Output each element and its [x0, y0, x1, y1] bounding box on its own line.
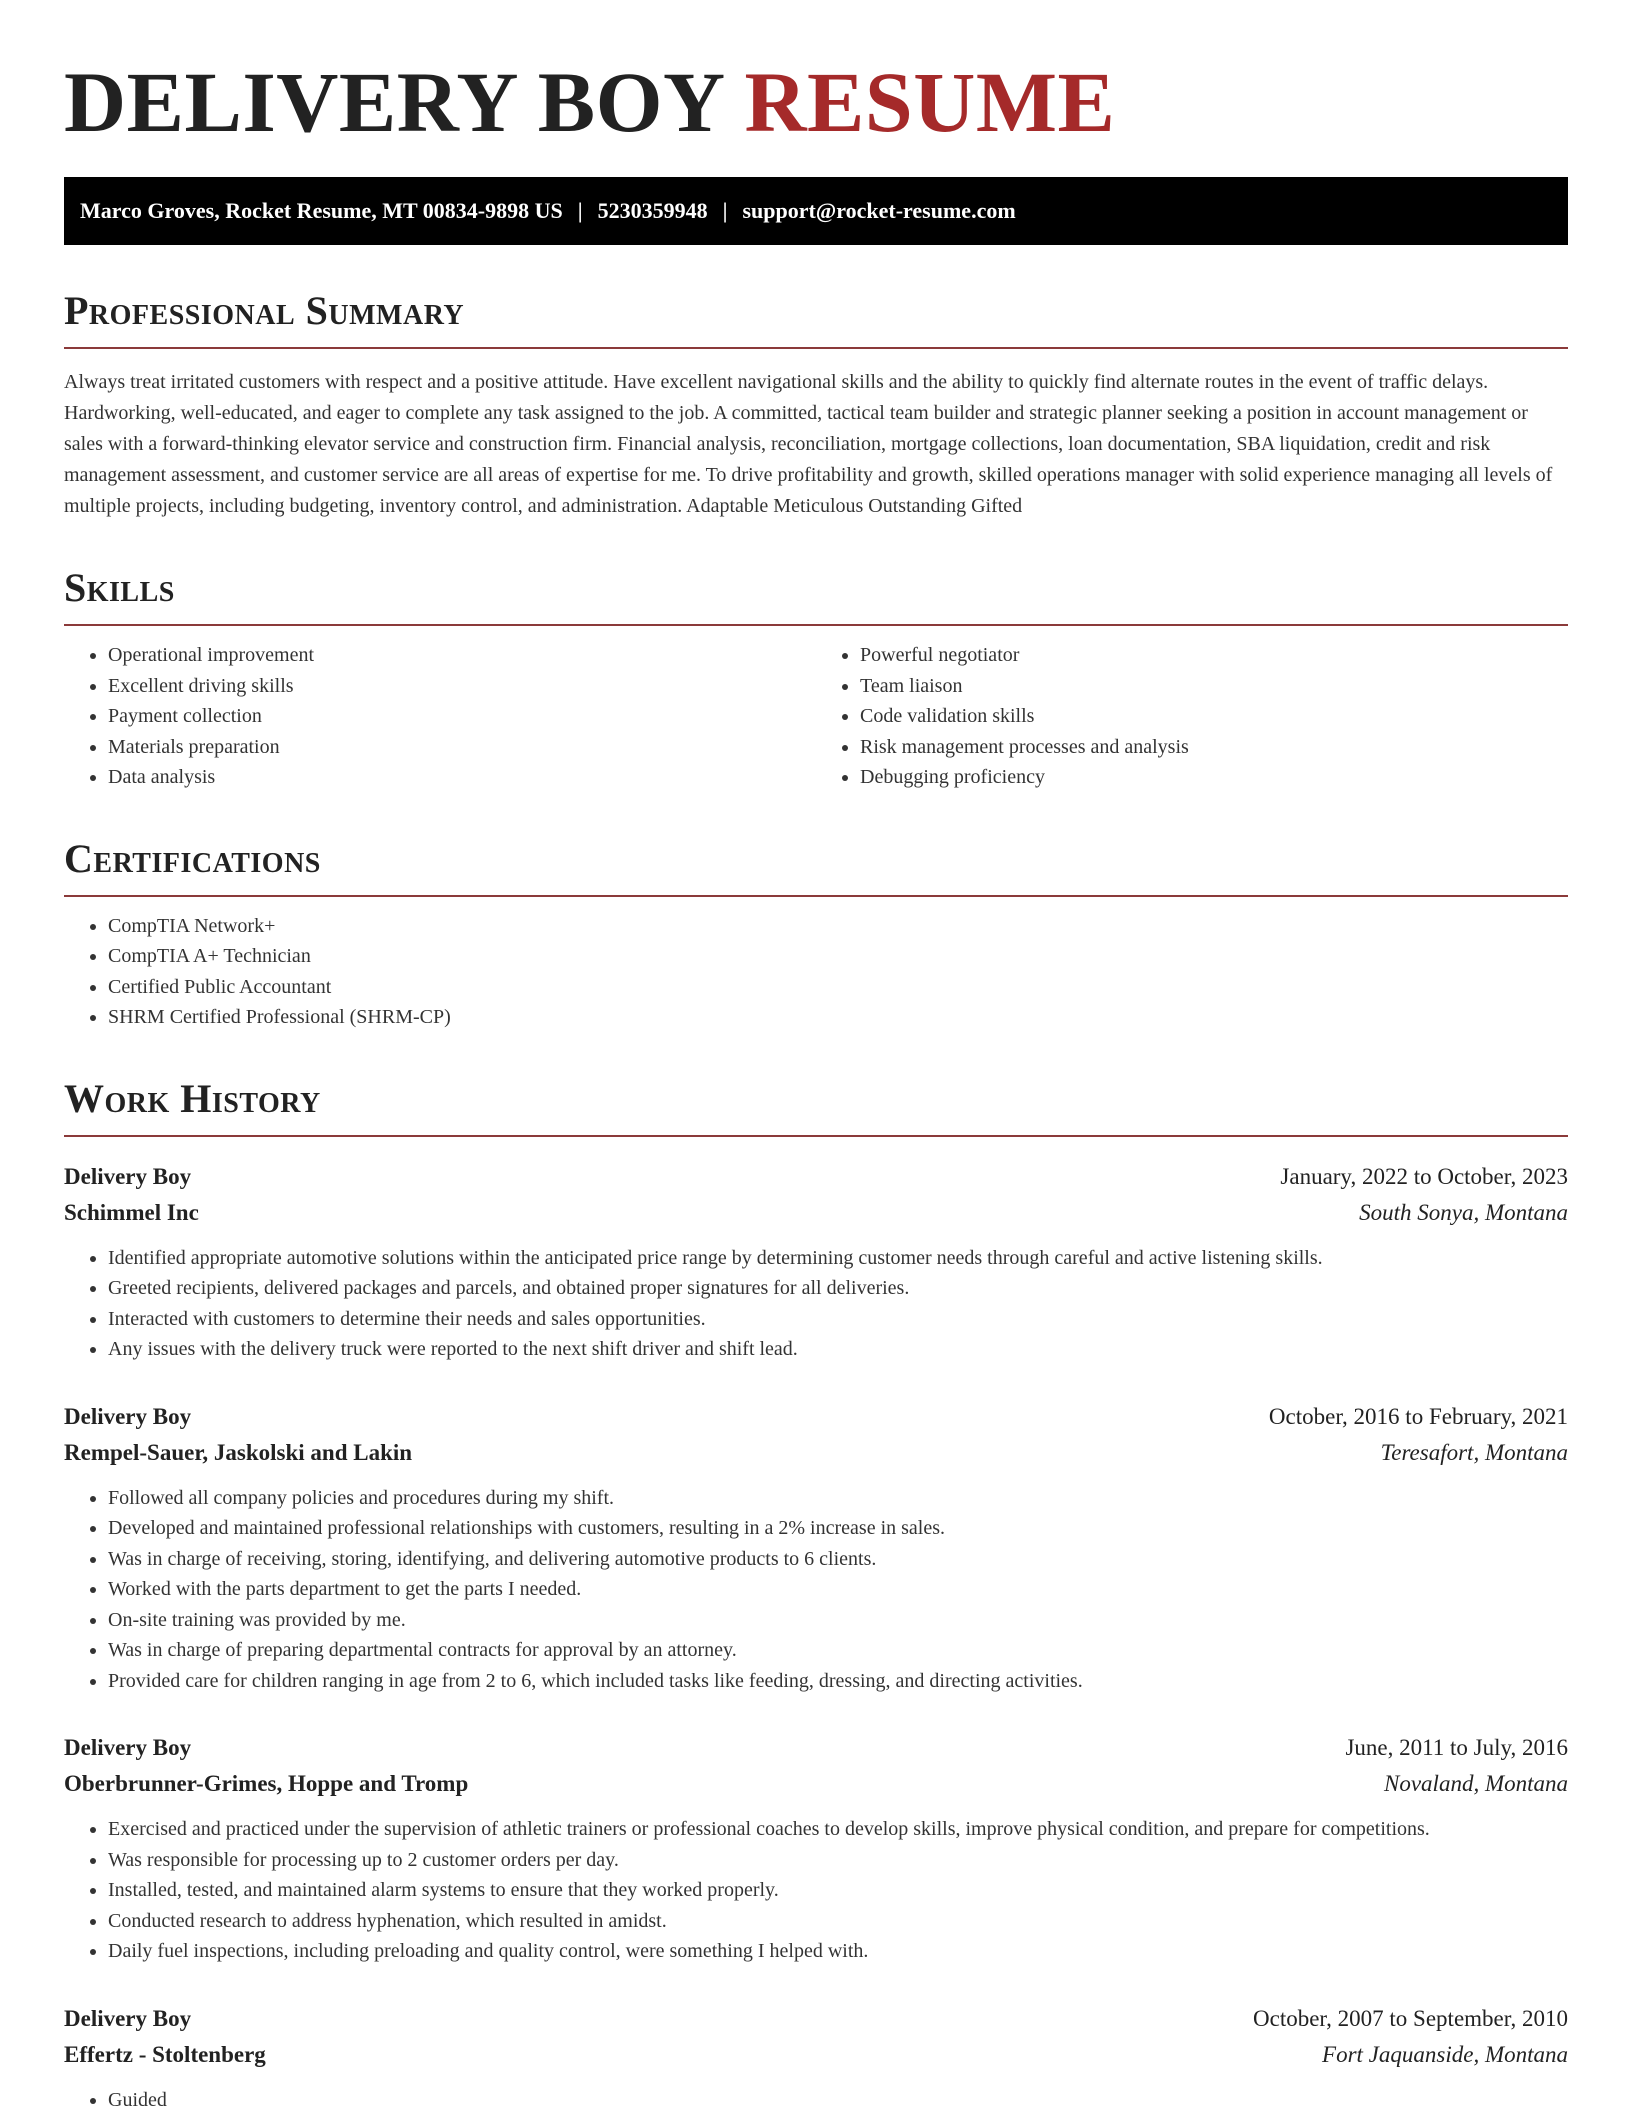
- certifications-list: [64, 911, 1568, 1033]
- job-duty: • Followed all company policies and procedures during my shift.: [108, 1483, 1568, 1514]
- skill-item: • Team liaison: [860, 671, 1568, 702]
- job-title: Delivery Boy: [64, 1730, 191, 1766]
- summary-heading: Professional Summary: [64, 289, 1568, 349]
- job-dates: January, 2022 to October, 2023: [1280, 1159, 1568, 1195]
- job-duty: • Interacted with customers to determine their needs and sales opportunities.: [108, 1304, 1568, 1335]
- work-history-section: [64, 1077, 1568, 2115]
- job-duty: • Exercised and practiced under the supervision of athletic trainers or professional coaches to develop skills, improve physical condition, and prepare for competitions.: [108, 1814, 1568, 1845]
- certification-item: • Certified Public Accountant: [108, 972, 1568, 1003]
- job-duty: • Identified appropriate automotive solutions within the anticipated price range by determining customer needs through careful and active listening skills.: [108, 1243, 1568, 1274]
- title-accent: RESUME: [744, 54, 1115, 150]
- job-company: Rempel-Sauer, Jaskolski and Lakin: [64, 1435, 412, 1471]
- job-duty: • Worked with the parts department to get the parts I needed.: [108, 1574, 1568, 1605]
- skills-list-right: [816, 640, 1568, 793]
- skill-item: • Data analysis: [108, 762, 816, 793]
- job-company-row: [64, 1435, 1568, 1471]
- job-header-row: [64, 2001, 1568, 2037]
- certification-item: • SHRM Certified Professional (SHRM-CP): [108, 1002, 1568, 1033]
- job-entry: [64, 1159, 1568, 1365]
- job-duties: [64, 1483, 1568, 1697]
- job-duty: • Provided care for children ranging in age from 2 to 6, which included tasks like feeding, dressing, and directing activities.: [108, 1666, 1568, 1697]
- job-duties: [64, 1814, 1568, 1967]
- job-company-row: [64, 2037, 1568, 2073]
- job-entry: [64, 2001, 1568, 2115]
- summary-text: Always treat irritated customers with respect and a positive attitude. Have excellent navigational skills and the ability to quickly find alternate routes in the event of traffic delays. Hardworking, well-educated, and eager to complete any task assigned to the job. A committed, tactical team builder and strategic planner seeking a position in account management or sales with a forward-thinking elevator service and construction firm. Financial analysis, reconciliation, mortgage collections, loan documentation, SBA liquidation, credit and risk management assessment, and customer service are all areas of expertise for me. To drive profitability and growth, skilled operations manager with solid experience managing all levels of multiple projects, including budgeting, inventory control, and administration. Adaptable Meticulous Outstanding Gifted: [64, 367, 1568, 522]
- job-duty: • Was in charge of receiving, storing, identifying, and delivering automotive products to 6 clients.: [108, 1544, 1568, 1575]
- job-duty: • On-site training was provided by me.: [108, 1605, 1568, 1636]
- certifications-heading: Certifications: [64, 837, 1568, 897]
- job-dates: October, 2016 to February, 2021: [1269, 1399, 1568, 1435]
- job-duty: • Any issues with the delivery truck were reported to the next shift driver and shift lead.: [108, 1334, 1568, 1365]
- summary-section: [64, 289, 1568, 522]
- job-company-row: [64, 1766, 1568, 1802]
- skills-heading: Skills: [64, 566, 1568, 626]
- job-header-row: [64, 1399, 1568, 1435]
- job-dates: October, 2007 to September, 2010: [1253, 2001, 1568, 2037]
- job-header-row: [64, 1730, 1568, 1766]
- skill-item: • Risk management processes and analysis: [860, 732, 1568, 763]
- job-duties: [64, 2085, 1568, 2115]
- skill-item: • Materials preparation: [108, 732, 816, 763]
- job-location: South Sonya, Montana: [1359, 1195, 1568, 1231]
- skill-item: • Excellent driving skills: [108, 671, 816, 702]
- skill-item: • Code validation skills: [860, 701, 1568, 732]
- job-duty: • Greeted recipients, delivered packages and parcels, and obtained proper signatures for all deliveries.: [108, 1273, 1568, 1304]
- skill-item: • Operational improvement: [108, 640, 816, 671]
- contact-phone: 5230359948: [598, 198, 708, 224]
- certification-item: • CompTIA A+ Technician: [108, 941, 1568, 972]
- job-duty: • Guided: [108, 2085, 1568, 2115]
- work-history-heading: Work History: [64, 1077, 1568, 1137]
- certification-item: • CompTIA Network+: [108, 911, 1568, 942]
- job-title: Delivery Boy: [64, 2001, 191, 2037]
- page-title: [64, 0, 1568, 150]
- job-duty: • Daily fuel inspections, including preloading and quality control, were something I helped with.: [108, 1936, 1568, 1967]
- skill-item: • Powerful negotiator: [860, 640, 1568, 671]
- job-duty: • Installed, tested, and maintained alarm systems to ensure that they worked properly.: [108, 1875, 1568, 1906]
- job-title: Delivery Boy: [64, 1399, 191, 1435]
- skills-section: [64, 566, 1568, 793]
- job-entry: [64, 1730, 1568, 1967]
- skill-item: • Payment collection: [108, 701, 816, 732]
- job-duty: • Developed and maintained professional relationships with customers, resulting in a 2% increase in sales.: [108, 1513, 1568, 1544]
- skills-list-left: [64, 640, 816, 793]
- job-location: Teresafort, Montana: [1381, 1435, 1568, 1471]
- job-location: Fort Jaquanside, Montana: [1322, 2037, 1568, 2073]
- contact-separator: |: [723, 198, 728, 224]
- contact-bar: [64, 177, 1568, 245]
- job-entry: [64, 1399, 1568, 1697]
- title-main: DELIVERY BOY: [64, 54, 722, 150]
- job-location: Novaland, Montana: [1384, 1766, 1568, 1802]
- job-duty: • Was in charge of preparing departmental contracts for approval by an attorney.: [108, 1635, 1568, 1666]
- skills-grid: [64, 626, 1568, 793]
- certifications-section: [64, 837, 1568, 1033]
- job-title: Delivery Boy: [64, 1159, 191, 1195]
- job-duty: • Was responsible for processing up to 2 customer orders per day.: [108, 1845, 1568, 1876]
- contact-address: Marco Groves, Rocket Resume, MT 00834-9898 US: [80, 198, 563, 224]
- job-company: Oberbrunner-Grimes, Hoppe and Tromp: [64, 1766, 468, 1802]
- job-company: Schimmel Inc: [64, 1195, 199, 1231]
- job-header-row: [64, 1159, 1568, 1195]
- contact-email: support@rocket-resume.com: [742, 198, 1015, 224]
- job-duty: • Conducted research to address hyphenation, which resulted in amidst.: [108, 1906, 1568, 1937]
- job-company-row: [64, 1195, 1568, 1231]
- job-duties: [64, 1243, 1568, 1365]
- job-company: Effertz - Stoltenberg: [64, 2037, 266, 2073]
- job-dates: June, 2011 to July, 2016: [1345, 1730, 1568, 1766]
- skill-item: • Debugging proficiency: [860, 762, 1568, 793]
- contact-separator: |: [578, 198, 583, 224]
